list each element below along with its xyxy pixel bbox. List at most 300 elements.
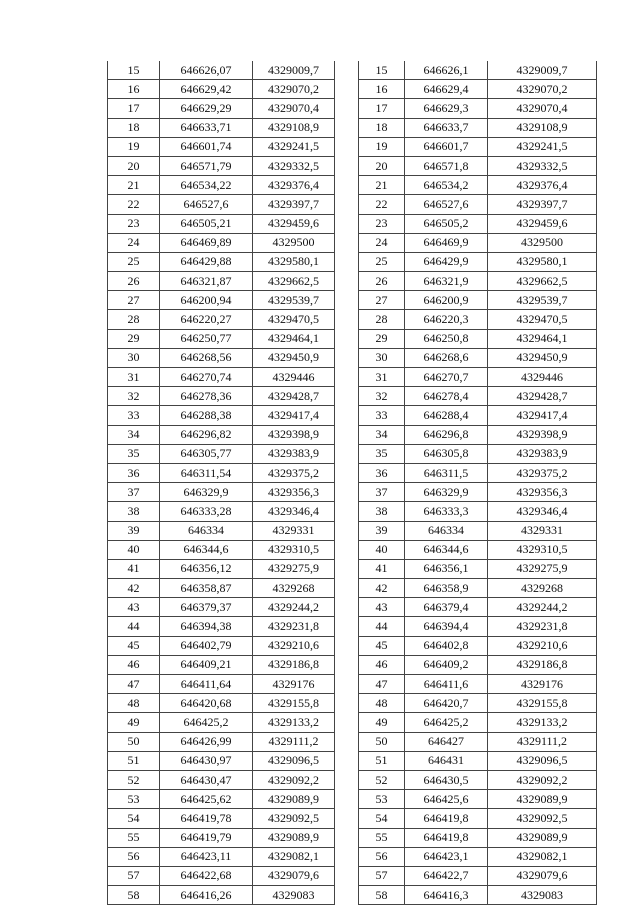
x-coordinate-cell: 646416,26 [160, 886, 253, 905]
point-number-cell: 25 [359, 252, 405, 271]
x-coordinate-cell: 646527,6 [160, 195, 253, 214]
table-row [359, 655, 597, 674]
table-row [108, 598, 335, 617]
table-row [108, 636, 335, 655]
left-coordinates-table [107, 61, 335, 905]
table-row [108, 694, 335, 713]
point-number-cell: 24 [108, 233, 160, 252]
point-number-cell: 41 [359, 559, 405, 578]
x-coordinate-cell: 646358,9 [405, 579, 488, 598]
x-coordinate-cell: 646296,82 [160, 425, 253, 444]
y-coordinate-cell: 4329470,5 [253, 310, 335, 329]
x-coordinate-cell: 646429,9 [405, 252, 488, 271]
right-table-body [359, 61, 597, 905]
x-coordinate-cell: 646220,3 [405, 310, 488, 329]
point-number-cell: 41 [108, 559, 160, 578]
point-number-cell: 26 [108, 272, 160, 291]
point-number-cell: 17 [108, 99, 160, 118]
y-coordinate-cell: 4329244,2 [253, 598, 335, 617]
point-number-cell: 44 [359, 617, 405, 636]
point-number-cell: 31 [108, 368, 160, 387]
y-coordinate-cell: 4329450,9 [488, 348, 597, 367]
y-coordinate-cell: 4329009,7 [253, 61, 335, 80]
table-row [108, 828, 335, 847]
point-number-cell: 35 [359, 444, 405, 463]
point-number-cell: 54 [108, 809, 160, 828]
point-number-cell: 18 [359, 118, 405, 137]
y-coordinate-cell: 4329155,8 [253, 694, 335, 713]
point-number-cell: 32 [108, 387, 160, 406]
point-number-cell: 28 [359, 310, 405, 329]
x-coordinate-cell: 646505,2 [405, 214, 488, 233]
x-coordinate-cell: 646321,9 [405, 272, 488, 291]
x-coordinate-cell: 646268,6 [405, 348, 488, 367]
y-coordinate-cell: 4329079,6 [253, 866, 335, 885]
x-coordinate-cell: 646278,36 [160, 387, 253, 406]
y-coordinate-cell: 4329580,1 [253, 252, 335, 271]
table-row [108, 368, 335, 387]
table-row [108, 272, 335, 291]
x-coordinate-cell: 646419,78 [160, 809, 253, 828]
y-coordinate-cell: 4329332,5 [488, 156, 597, 175]
y-coordinate-cell: 4329176 [488, 675, 597, 694]
x-coordinate-cell: 646220,27 [160, 310, 253, 329]
x-coordinate-cell: 646571,8 [405, 156, 488, 175]
table-row [359, 406, 597, 425]
x-coordinate-cell: 646333,28 [160, 502, 253, 521]
table-row [359, 886, 597, 905]
table-row [108, 291, 335, 310]
table-row [359, 118, 597, 137]
table-row [359, 675, 597, 694]
point-number-cell: 40 [108, 540, 160, 559]
x-coordinate-cell: 646250,77 [160, 329, 253, 348]
table-row [359, 463, 597, 482]
x-coordinate-cell: 646334 [405, 521, 488, 540]
x-coordinate-cell: 646379,4 [405, 598, 488, 617]
point-number-cell: 16 [359, 80, 405, 99]
x-coordinate-cell: 646333,3 [405, 502, 488, 521]
table-row [359, 387, 597, 406]
point-number-cell: 38 [359, 502, 405, 521]
x-coordinate-cell: 646571,79 [160, 156, 253, 175]
table-row [359, 252, 597, 271]
x-coordinate-cell: 646629,4 [405, 80, 488, 99]
x-coordinate-cell: 646425,2 [160, 713, 253, 732]
x-coordinate-cell: 646394,38 [160, 617, 253, 636]
y-coordinate-cell: 4329500 [488, 233, 597, 252]
x-coordinate-cell: 646426,99 [160, 732, 253, 751]
point-number-cell: 43 [359, 598, 405, 617]
point-number-cell: 50 [108, 732, 160, 751]
table-row [108, 521, 335, 540]
x-coordinate-cell: 646534,2 [405, 176, 488, 195]
x-coordinate-cell: 646329,9 [160, 483, 253, 502]
point-number-cell: 21 [359, 176, 405, 195]
point-number-cell: 51 [359, 751, 405, 770]
table-row [359, 99, 597, 118]
table-row [359, 291, 597, 310]
y-coordinate-cell: 4329397,7 [253, 195, 335, 214]
x-coordinate-cell: 646430,97 [160, 751, 253, 770]
y-coordinate-cell: 4329275,9 [253, 559, 335, 578]
x-coordinate-cell: 646305,77 [160, 444, 253, 463]
x-coordinate-cell: 646629,29 [160, 99, 253, 118]
y-coordinate-cell: 4329446 [253, 368, 335, 387]
point-number-cell: 27 [108, 291, 160, 310]
table-row [359, 425, 597, 444]
y-coordinate-cell: 4329231,8 [488, 617, 597, 636]
x-coordinate-cell: 646334 [160, 521, 253, 540]
y-coordinate-cell: 4329070,4 [253, 99, 335, 118]
x-coordinate-cell: 646420,68 [160, 694, 253, 713]
y-coordinate-cell: 4329383,9 [253, 444, 335, 463]
right-coordinates-table [358, 61, 597, 905]
y-coordinate-cell: 4329346,4 [253, 502, 335, 521]
y-coordinate-cell: 4329310,5 [253, 540, 335, 559]
table-row [359, 636, 597, 655]
y-coordinate-cell: 4329070,4 [488, 99, 597, 118]
table-row [108, 310, 335, 329]
x-coordinate-cell: 646469,89 [160, 233, 253, 252]
table-row [108, 751, 335, 770]
point-number-cell: 26 [359, 272, 405, 291]
point-number-cell: 34 [359, 425, 405, 444]
y-coordinate-cell: 4329376,4 [253, 176, 335, 195]
point-number-cell: 43 [108, 598, 160, 617]
table-row [108, 886, 335, 905]
table-row [359, 444, 597, 463]
x-coordinate-cell: 646402,79 [160, 636, 253, 655]
x-coordinate-cell: 646423,11 [160, 847, 253, 866]
table-row [359, 847, 597, 866]
y-coordinate-cell: 4329241,5 [253, 137, 335, 156]
point-number-cell: 31 [359, 368, 405, 387]
table-row [359, 866, 597, 885]
y-coordinate-cell: 4329417,4 [488, 406, 597, 425]
table-row [108, 847, 335, 866]
x-coordinate-cell: 646356,12 [160, 559, 253, 578]
table-row [108, 809, 335, 828]
x-coordinate-cell: 646626,07 [160, 61, 253, 80]
x-coordinate-cell: 646626,1 [405, 61, 488, 80]
y-coordinate-cell: 4329268 [488, 579, 597, 598]
table-row [108, 329, 335, 348]
y-coordinate-cell: 4329070,2 [253, 80, 335, 99]
x-coordinate-cell: 646419,79 [160, 828, 253, 847]
table-row [359, 790, 597, 809]
table-row [359, 617, 597, 636]
x-coordinate-cell: 646425,62 [160, 790, 253, 809]
table-row [108, 425, 335, 444]
x-coordinate-cell: 646419,8 [405, 809, 488, 828]
x-coordinate-cell: 646344,6 [405, 540, 488, 559]
y-coordinate-cell: 4329397,7 [488, 195, 597, 214]
y-coordinate-cell: 4329092,5 [253, 809, 335, 828]
point-number-cell: 16 [108, 80, 160, 99]
table-row [108, 790, 335, 809]
y-coordinate-cell: 4329082,1 [253, 847, 335, 866]
x-coordinate-cell: 646430,47 [160, 770, 253, 789]
y-coordinate-cell: 4329268 [253, 579, 335, 598]
y-coordinate-cell: 4329108,9 [488, 118, 597, 137]
point-number-cell: 36 [108, 463, 160, 482]
y-coordinate-cell: 4329176 [253, 675, 335, 694]
point-number-cell: 22 [108, 195, 160, 214]
table-row [359, 176, 597, 195]
point-number-cell: 20 [108, 156, 160, 175]
y-coordinate-cell: 4329070,2 [488, 80, 597, 99]
x-coordinate-cell: 646358,87 [160, 579, 253, 598]
table-row [108, 176, 335, 195]
table-row [108, 61, 335, 80]
x-coordinate-cell: 646321,87 [160, 272, 253, 291]
table-row [359, 61, 597, 80]
y-coordinate-cell: 4329083 [253, 886, 335, 905]
y-coordinate-cell: 4329446 [488, 368, 597, 387]
x-coordinate-cell: 646469,9 [405, 233, 488, 252]
x-coordinate-cell: 646200,94 [160, 291, 253, 310]
point-number-cell: 57 [359, 866, 405, 885]
table-row [359, 329, 597, 348]
point-number-cell: 33 [108, 406, 160, 425]
point-number-cell: 49 [108, 713, 160, 732]
point-number-cell: 56 [359, 847, 405, 866]
point-number-cell: 47 [108, 675, 160, 694]
y-coordinate-cell: 4329464,1 [488, 329, 597, 348]
table-row [108, 770, 335, 789]
x-coordinate-cell: 646409,2 [405, 655, 488, 674]
point-number-cell: 52 [359, 770, 405, 789]
point-number-cell: 15 [108, 61, 160, 80]
x-coordinate-cell: 646527,6 [405, 195, 488, 214]
point-number-cell: 30 [108, 348, 160, 367]
table-row [359, 521, 597, 540]
y-coordinate-cell: 4329096,5 [488, 751, 597, 770]
point-number-cell: 24 [359, 233, 405, 252]
y-coordinate-cell: 4329111,2 [488, 732, 597, 751]
table-row [359, 770, 597, 789]
y-coordinate-cell: 4329089,9 [253, 790, 335, 809]
x-coordinate-cell: 646296,8 [405, 425, 488, 444]
table-row [108, 233, 335, 252]
point-number-cell: 20 [359, 156, 405, 175]
table-row [359, 272, 597, 291]
y-coordinate-cell: 4329346,4 [488, 502, 597, 521]
x-coordinate-cell: 646311,54 [160, 463, 253, 482]
point-number-cell: 23 [108, 214, 160, 233]
table-row [108, 406, 335, 425]
table-row [359, 828, 597, 847]
y-coordinate-cell: 4329186,8 [488, 655, 597, 674]
point-number-cell: 57 [108, 866, 160, 885]
point-number-cell: 46 [359, 655, 405, 674]
table-row [359, 214, 597, 233]
x-coordinate-cell: 646629,42 [160, 80, 253, 99]
point-number-cell: 38 [108, 502, 160, 521]
y-coordinate-cell: 4329662,5 [253, 272, 335, 291]
table-row [359, 195, 597, 214]
table-row [108, 137, 335, 156]
point-number-cell: 53 [108, 790, 160, 809]
table-row [359, 694, 597, 713]
point-number-cell: 17 [359, 99, 405, 118]
point-number-cell: 34 [108, 425, 160, 444]
point-number-cell: 39 [359, 521, 405, 540]
x-coordinate-cell: 646409,21 [160, 655, 253, 674]
point-number-cell: 36 [359, 463, 405, 482]
x-coordinate-cell: 646422,68 [160, 866, 253, 885]
y-coordinate-cell: 4329459,6 [253, 214, 335, 233]
y-coordinate-cell: 4329133,2 [488, 713, 597, 732]
table-row [108, 502, 335, 521]
x-coordinate-cell: 646633,71 [160, 118, 253, 137]
table-row [359, 540, 597, 559]
x-coordinate-cell: 646601,7 [405, 137, 488, 156]
table-row [359, 502, 597, 521]
y-coordinate-cell: 4329417,4 [253, 406, 335, 425]
x-coordinate-cell: 646200,9 [405, 291, 488, 310]
y-coordinate-cell: 4329155,8 [488, 694, 597, 713]
point-number-cell: 51 [108, 751, 160, 770]
table-row [359, 310, 597, 329]
x-coordinate-cell: 646422,7 [405, 866, 488, 885]
x-coordinate-cell: 646427 [405, 732, 488, 751]
x-coordinate-cell: 646633,7 [405, 118, 488, 137]
y-coordinate-cell: 4329450,9 [253, 348, 335, 367]
y-coordinate-cell: 4329376,4 [488, 176, 597, 195]
point-number-cell: 54 [359, 809, 405, 828]
point-number-cell: 42 [359, 579, 405, 598]
point-number-cell: 25 [108, 252, 160, 271]
point-number-cell: 45 [359, 636, 405, 655]
y-coordinate-cell: 4329083 [488, 886, 597, 905]
x-coordinate-cell: 646344,6 [160, 540, 253, 559]
table-row [359, 732, 597, 751]
y-coordinate-cell: 4329383,9 [488, 444, 597, 463]
x-coordinate-cell: 646270,74 [160, 368, 253, 387]
point-number-cell: 22 [359, 195, 405, 214]
table-row [359, 598, 597, 617]
x-coordinate-cell: 646431 [405, 751, 488, 770]
point-number-cell: 55 [359, 828, 405, 847]
y-coordinate-cell: 4329428,7 [253, 387, 335, 406]
point-number-cell: 52 [108, 770, 160, 789]
table-row [359, 137, 597, 156]
point-number-cell: 48 [359, 694, 405, 713]
point-number-cell: 56 [108, 847, 160, 866]
point-number-cell: 28 [108, 310, 160, 329]
y-coordinate-cell: 4329009,7 [488, 61, 597, 80]
y-coordinate-cell: 4329539,7 [488, 291, 597, 310]
point-number-cell: 23 [359, 214, 405, 233]
x-coordinate-cell: 646356,1 [405, 559, 488, 578]
table-row [108, 866, 335, 885]
point-number-cell: 45 [108, 636, 160, 655]
point-number-cell: 49 [359, 713, 405, 732]
table-row [359, 348, 597, 367]
x-coordinate-cell: 646420,7 [405, 694, 488, 713]
point-number-cell: 30 [359, 348, 405, 367]
y-coordinate-cell: 4329092,2 [488, 770, 597, 789]
table-row [108, 156, 335, 175]
x-coordinate-cell: 646430,5 [405, 770, 488, 789]
x-coordinate-cell: 646505,21 [160, 214, 253, 233]
table-row [108, 483, 335, 502]
table-row [108, 348, 335, 367]
x-coordinate-cell: 646425,2 [405, 713, 488, 732]
y-coordinate-cell: 4329241,5 [488, 137, 597, 156]
x-coordinate-cell: 646429,88 [160, 252, 253, 271]
y-coordinate-cell: 4329332,5 [253, 156, 335, 175]
x-coordinate-cell: 646411,64 [160, 675, 253, 694]
x-coordinate-cell: 646534,22 [160, 176, 253, 195]
y-coordinate-cell: 4329089,9 [253, 828, 335, 847]
y-coordinate-cell: 4329210,6 [488, 636, 597, 655]
table-row [108, 118, 335, 137]
point-number-cell: 53 [359, 790, 405, 809]
point-number-cell: 39 [108, 521, 160, 540]
point-number-cell: 19 [108, 137, 160, 156]
table-row [108, 559, 335, 578]
point-number-cell: 35 [108, 444, 160, 463]
table-row [359, 368, 597, 387]
table-row [108, 579, 335, 598]
y-coordinate-cell: 4329210,6 [253, 636, 335, 655]
table-row [359, 483, 597, 502]
x-coordinate-cell: 646416,3 [405, 886, 488, 905]
y-coordinate-cell: 4329398,9 [253, 425, 335, 444]
table-row [108, 214, 335, 233]
x-coordinate-cell: 646250,8 [405, 329, 488, 348]
point-number-cell: 29 [359, 329, 405, 348]
y-coordinate-cell: 4329108,9 [253, 118, 335, 137]
table-row [108, 540, 335, 559]
table-row [108, 732, 335, 751]
y-coordinate-cell: 4329079,6 [488, 866, 597, 885]
y-coordinate-cell: 4329089,9 [488, 790, 597, 809]
point-number-cell: 29 [108, 329, 160, 348]
y-coordinate-cell: 4329310,5 [488, 540, 597, 559]
y-coordinate-cell: 4329470,5 [488, 310, 597, 329]
table-row [359, 156, 597, 175]
point-number-cell: 44 [108, 617, 160, 636]
y-coordinate-cell: 4329089,9 [488, 828, 597, 847]
table-row [108, 713, 335, 732]
point-number-cell: 15 [359, 61, 405, 80]
point-number-cell: 33 [359, 406, 405, 425]
y-coordinate-cell: 4329331 [253, 521, 335, 540]
table-row [108, 99, 335, 118]
y-coordinate-cell: 4329186,8 [253, 655, 335, 674]
y-coordinate-cell: 4329275,9 [488, 559, 597, 578]
x-coordinate-cell: 646379,37 [160, 598, 253, 617]
table-row [359, 559, 597, 578]
y-coordinate-cell: 4329464,1 [253, 329, 335, 348]
point-number-cell: 58 [359, 886, 405, 905]
y-coordinate-cell: 4329111,2 [253, 732, 335, 751]
table-row [108, 80, 335, 99]
point-number-cell: 40 [359, 540, 405, 559]
x-coordinate-cell: 646423,1 [405, 847, 488, 866]
y-coordinate-cell: 4329231,8 [253, 617, 335, 636]
y-coordinate-cell: 4329331 [488, 521, 597, 540]
x-coordinate-cell: 646268,56 [160, 348, 253, 367]
y-coordinate-cell: 4329244,2 [488, 598, 597, 617]
table-row [359, 751, 597, 770]
y-coordinate-cell: 4329092,2 [253, 770, 335, 789]
y-coordinate-cell: 4329500 [253, 233, 335, 252]
